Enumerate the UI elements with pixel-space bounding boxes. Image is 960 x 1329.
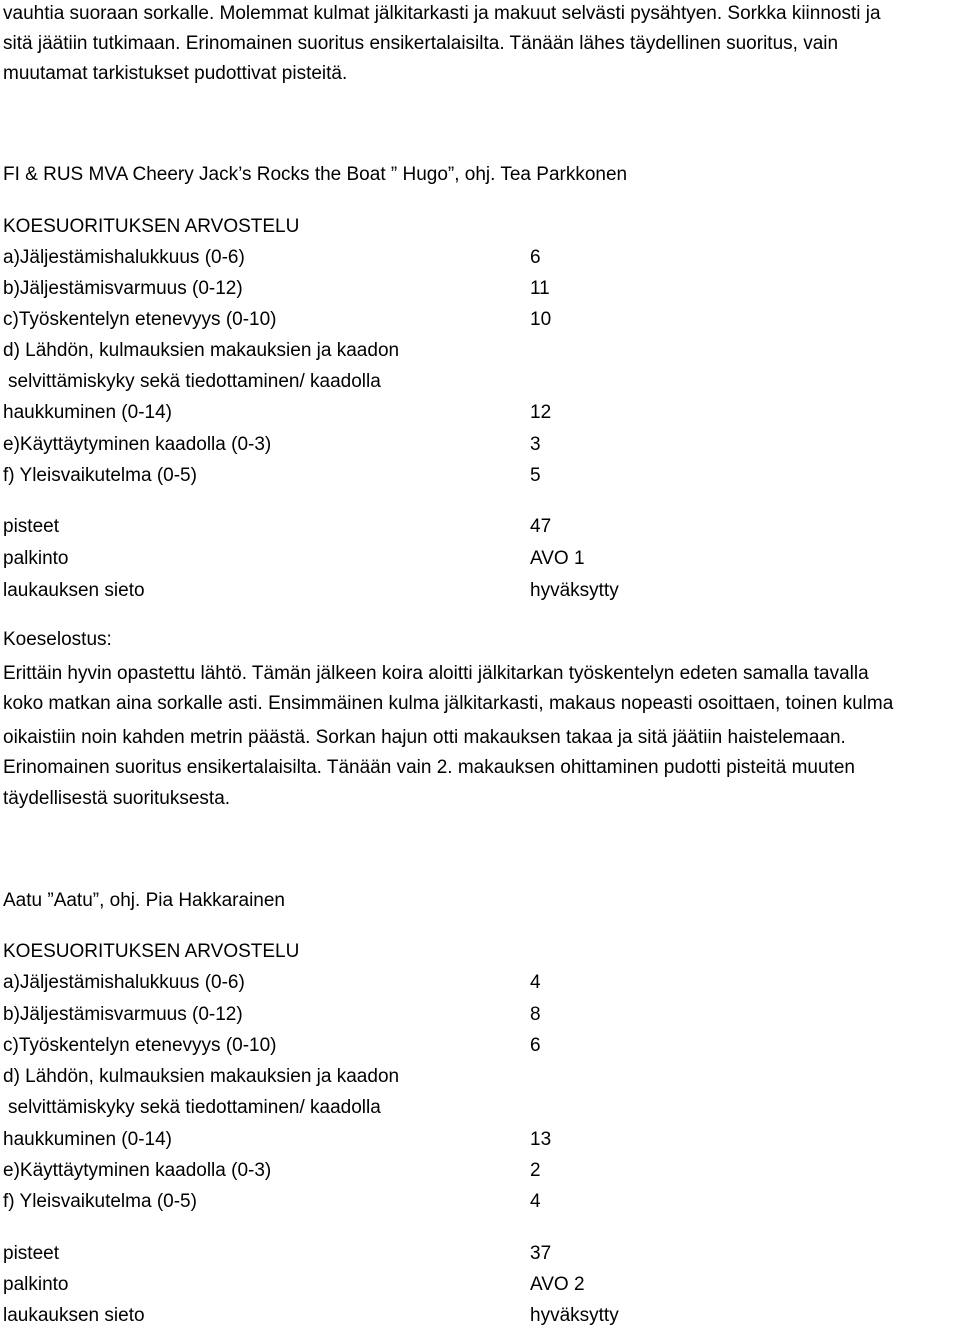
dog1-review-title: Koeselostus:	[3, 629, 112, 650]
dog1-total-points-value: 47	[530, 516, 552, 537]
dog1-shot-tolerance-value: hyväksytty	[530, 580, 619, 601]
dog1-prize-value: AVO 1	[530, 548, 585, 569]
dog1-header: FI & RUS MVA Cheery Jack’s Rocks the Boat ” Hugo”, ohj. Tea Parkkonen	[3, 164, 628, 185]
dog2-shot-tolerance-label: laukauksen sieto	[3, 1305, 145, 1326]
dog2-score-a-value: 4	[530, 972, 541, 993]
intro-line-3: muutamat tarkistukset pudottivat pisteitä.	[3, 63, 348, 84]
dog2-shot-tolerance-value: hyväksytty	[530, 1305, 619, 1326]
dog2-score-d-label-3: haukkuminen (0-14)	[3, 1129, 172, 1150]
dog1-prize-label: palkinto	[3, 548, 69, 569]
dog2-total-points-label: pisteet	[3, 1243, 59, 1264]
dog1-score-a-value: 6	[530, 247, 541, 268]
intro-line-2: sitä jäätiin tutkimaan. Erinomainen suoritus ensikertalaisilta. Tänään lähes täydellinen suoritus, vain	[3, 33, 839, 54]
dog2-prize-label: palkinto	[3, 1274, 69, 1295]
dog2-score-b-value: 8	[530, 1004, 541, 1025]
dog1-section-title: KOESUORITUKSEN ARVOSTELU	[3, 216, 300, 237]
dog2-score-e-value: 2	[530, 1160, 541, 1181]
dog2-score-b-label: b)Jäljestämisvarmuus (0-12)	[3, 1004, 243, 1025]
dog1-score-e-value: 3	[530, 434, 541, 455]
dog2-score-e-label: e)Käyttäytyminen kaadolla (0-3)	[3, 1160, 272, 1181]
dog2-score-f-value: 4	[530, 1191, 541, 1212]
dog1-score-f-label: f) Yleisvaikutelma (0-5)	[3, 465, 197, 486]
dog1-score-d-label-3: haukkuminen (0-14)	[3, 402, 172, 423]
dog1-review-line-1: Erittäin hyvin opastettu lähtö. Tämän jälkeen koira aloitti jälkitarkan työskentelyn edeten samalla tavalla	[3, 663, 869, 684]
dog2-score-c-value: 6	[530, 1035, 541, 1056]
dog1-score-b-value: 11	[530, 278, 550, 299]
dog2-score-d-label-2: selvittämiskyky sekä tiedottaminen/ kaadolla	[8, 1097, 381, 1118]
intro-line-1: vauhtia suoraan sorkalle. Molemmat kulmat jälkitarkasti ja makuut selvästi pysähtyen. Sorkka kiinnosti ja	[3, 3, 881, 24]
dog1-score-d-label-2: selvittämiskyky sekä tiedottaminen/ kaadolla	[8, 371, 381, 392]
dog1-score-f-value: 5	[530, 465, 541, 486]
dog1-score-b-label: b)Jäljestämisvarmuus (0-12)	[3, 278, 243, 299]
dog2-score-d-value: 13	[530, 1129, 552, 1150]
dog2-section-title: KOESUORITUKSEN ARVOSTELU	[3, 941, 300, 962]
dog1-score-c-label: c)Työskentelyn etenevyys (0-10)	[3, 309, 277, 330]
dog2-prize-value: AVO 2	[530, 1274, 585, 1295]
dog1-score-e-label: e)Käyttäytyminen kaadolla (0-3)	[3, 434, 272, 455]
dog1-review-line-2: koko matkan aina sorkalle asti. Ensimmäinen kulma jälkitarkasti, makaus nopeasti osoittaen, toinen kulma	[3, 693, 894, 714]
dog1-review-line-5: täydellisestä suorituksesta.	[3, 788, 231, 809]
dog1-score-c-value: 10	[530, 309, 552, 330]
dog1-score-d-label-1: d) Lähdön, kulmauksien makauksien ja kaadon	[3, 340, 400, 361]
dog2-total-points-value: 37	[530, 1243, 552, 1264]
dog1-shot-tolerance-label: laukauksen sieto	[3, 580, 145, 601]
dog2-score-f-label: f) Yleisvaikutelma (0-5)	[3, 1191, 197, 1212]
dog1-review-line-4: Erinomainen suoritus ensikertalaisilta. Tänään vain 2. makauksen ohittaminen pudotti pisteitä muuten	[3, 757, 855, 778]
dog2-score-c-label: c)Työskentelyn etenevyys (0-10)	[3, 1035, 277, 1056]
dog1-total-points-label: pisteet	[3, 516, 59, 537]
dog1-score-a-label: a)Jäljestämishalukkuus (0-6)	[3, 247, 245, 268]
dog1-review-line-3: oikaistiin noin kahden metrin päästä. Sorkan hajun otti makauksen takaa ja sitä jäätiin haistelemaan.	[3, 727, 846, 748]
dog2-score-d-label-1: d) Lähdön, kulmauksien makauksien ja kaadon	[3, 1066, 400, 1087]
dog1-score-d-value: 12	[530, 402, 552, 423]
dog2-score-a-label: a)Jäljestämishalukkuus (0-6)	[3, 972, 245, 993]
dog2-header: Aatu ”Aatu”, ohj. Pia Hakkarainen	[3, 890, 285, 911]
